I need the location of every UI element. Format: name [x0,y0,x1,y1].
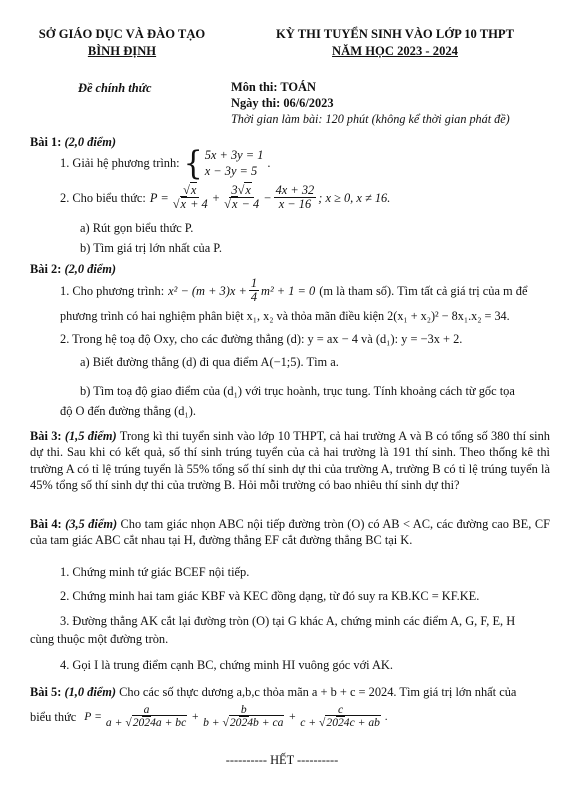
expression-P5: P = $\frac{a}{a + √2024a + bc}$ + $\frac{b}{b + √2024b + ca}$ + $\frac{c}{c + √2024c + ab}$ . [84,703,388,730]
q1-end: (m là tham số). Tìm tất cả giá trị của m để [319,283,528,298]
fraction-c: $\frac{c}{c + √2024c + ab}$ [300,703,380,730]
equation-2: x − 3y = 5 [204,163,258,178]
problem-4 [30,516,550,549]
problem-2-title: Bài 2: [30,262,62,276]
problem-5-expression [30,704,550,730]
fraction-b: $\frac{b}{b + √2024b + ca}$ [203,703,284,730]
equation-1: 5x + 3y = 1 [204,148,264,162]
equation-system [183,143,264,183]
problem-2-q1 [60,277,550,305]
q1-start: 1. Cho phương trình: [60,283,165,298]
department-line1: SỞ GIÁO DỤC VÀ ĐÀO TẠO [38,27,206,41]
problem-5-lead: Cho các số thực dương a,b,c thỏa mãn a + b + c = 2024. Tìm giá trị lớn nhất của [119,685,517,699]
problem-3-score: (1,5 điểm) [64,429,117,443]
fraction-a: $\frac{a}{a + √2024a + bc}$ [105,703,187,730]
expression-P: P = $\frac{√x}{√x + 4}$ + $\frac{3√x}{√x - 4}$ − $\frac{4x + 32}{x - 16}$ [149,183,315,212]
department-name [22,26,222,59]
problem-2-q2: 2. Trong hệ toạ độ Oxy, cho các đường thẳng (d): y = ax − 4 và (d₁): y = −3x + 2. [60,332,463,346]
problem-3-body: thí sinh dự thi. Sau khi có kết quả, số thí sinh trúng tuyển của cả hai trường là 191 thí sinh. Theo thống kê thì trường A có tỉ lệ trúng tuyển là 55% tổng số thí sinh dự thi của trường A, trường B có tỉ lệ trúng tuyển là 45% tổng số thí sinh dự thi của trường B. Hỏi mỗi trường có bao nhiêu thí sinh dự thi? [30,429,550,493]
system-lines [205,148,264,179]
problem-3 [30,428,550,494]
problem-4-q3: 3. Đường thẳng AK cắt lại đường tròn (O) tại G khác A, chứng minh các điểm A, G, F, E, H [60,614,516,628]
fraction-2: $\frac{3√x}{√x - 4}$ [224,183,260,212]
fraction-1: $\frac{√x}{√x + 4}$ [172,183,208,212]
official-label: Đề chính thức [78,81,152,95]
problem-1-b: b) Tìm giá trị lớn nhất của P. [80,241,222,255]
end-marker: ---------- HẾT ---------- [225,753,339,767]
exam-title-line2: NĂM HỌC 2023 - 2024 [332,43,458,58]
problem-4-lead2: CF của tam giác ABC cắt nhau tại H, đường thẳng EF cắt đường thẳng BC tại K. [30,517,550,548]
problem-3-title: Bài 3: [30,429,62,443]
subject-line: Môn thi: TOÁN [231,80,316,94]
problem-2-a: a) Biết đường thẳng (d) đi qua điểm A(−1;5). Tìm a. [80,355,339,369]
problem-1-a: a) Rút gọn biểu thức P. [80,221,194,235]
problem-5-title: Bài 5: [30,685,62,699]
problem-5-score: (1,0 điểm) [64,685,117,699]
problem-5 [30,684,550,700]
problem-1-q1: 1. Giải hệ phương trình: { 5x + 3y = 1 x − 3y = 5 . [60,143,271,183]
problem-4-q4: 4. Gọi I là trung điểm cạnh BC, chứng minh HI vuông góc với AK. [60,658,393,672]
department-line2: BÌNH ĐỊNH [87,43,157,58]
problem-4-q3-line2: cùng thuộc một đường tròn. [30,632,169,646]
date-line: Ngày thi: 06/6/2023 [231,95,334,110]
problem-2-b: b) Tìm toạ độ giao điểm của (d₁) với trục hoành, trục tung. Tính khoảng cách từ gốc tọa [80,384,515,398]
problem-4-lead: Cho tam giác nhọn ABC nội tiếp đường tròn (O) có AB < AC, các đường cao BE, [120,517,532,531]
brace-icon: { [183,143,203,183]
quadratic-equation: x² − (m + 3)x + $\frac{1}{4}$ m² + 1 = 0 [168,276,316,305]
exam-title-line1: KỲ THI TUYỂN SINH VÀO LỚP 10 THPT [275,27,515,41]
problem-2-heading [30,261,550,277]
q1-text: 1. Giải hệ phương trình: [60,156,180,171]
time-line: Thời gian làm bài: 120 phút (không kể thời gian phát đề) [231,111,510,126]
problem-4-title: Bài 4: [30,517,62,531]
problem-3-lead: Trong kì thi tuyển sinh vào lớp 10 THPT, cả hai trường A và B có tổng số 380 [119,429,510,443]
exam-info [231,80,561,127]
problem-4-score: (3,5 điểm) [65,517,118,531]
exam-title [240,26,550,59]
problem-2-q1-line2: phương trình có hai nghiệm phân biệt x₁, x₂ và thỏa mãn điều kiện 2(x₁ + x₂)² − 8x₁.x₂ = 34. [60,309,510,323]
q2-text: 2. Cho biểu thức: [60,190,146,205]
problem-5-line2: biểu thức [30,709,77,724]
problem-1-q2 [60,184,550,212]
problem-1-score: (2,0 điểm) [64,135,117,149]
problem-4-q2: 2. Chứng minh hai tam giác KBF và KEC đồng dạng, từ đó suy ra KB.KC = KF.KE. [60,589,480,603]
fraction-3: $\frac{4x + 32}{x - 16}$ [275,183,315,212]
fraction-quarter: $\frac{1}{4}$ [250,276,258,305]
problem-2-score: (2,0 điểm) [64,262,117,276]
problem-1-title: Bài 1: [30,135,62,149]
condition: ; x ≥ 0, x ≠ 16. [318,190,391,205]
problem-2-b-line2: độ O đến đường thẳng (d₁). [60,404,196,418]
problem-4-q1: 1. Chứng minh tứ giác BCEF nội tiếp. [60,565,250,579]
